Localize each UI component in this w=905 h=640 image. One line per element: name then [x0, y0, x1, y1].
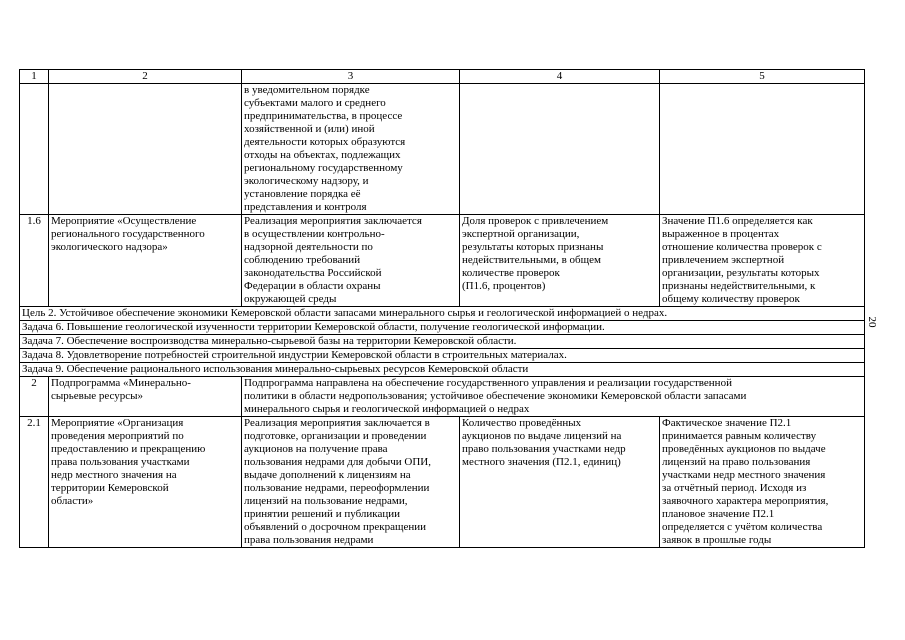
row-2-1-indicator: Количество проведённых аукционов по выдаче лицензий на право пользования участками недр местного значения (П2.1, единиц)	[460, 417, 660, 548]
page-number: 20	[866, 316, 878, 328]
table-row-1-6	[20, 215, 865, 307]
goal-text: Цель 2. Устойчивое обеспечение экономики Кемеровской области запасами минерального сырья и геологической информацией о недрах.	[20, 307, 865, 321]
row-2-1-description: Реализация мероприятия заключается в подготовке, организации и проведении аукционов на получение права пользования недрами для добычи ОПИ, выдаче дополнений к лицензиям на пользование недрами, переоформлении лицензий на пользование недрами, принятии решений и публикации объявлений о досрочном прекращении права пользования недрами	[242, 417, 460, 548]
row-1-6-name: Мероприятие «Осуществление регионального государственного экологического надзора»	[49, 215, 242, 307]
task-row-9	[20, 363, 865, 377]
row-1-6-num: 1.6	[20, 215, 49, 307]
table-row-2	[20, 377, 865, 417]
task-row-8	[20, 349, 865, 363]
header-col-1: 1	[20, 70, 49, 84]
row-2-1-name: Мероприятие «Организация проведения мероприятий по предоставлению и прекращению права пользования участками недр местного значения на территории Кемеровской области»	[49, 417, 242, 548]
table-row-continuation	[20, 84, 865, 215]
cont-name-cell	[49, 84, 242, 215]
cont-num-cell	[20, 84, 49, 215]
row-1-6-description: Реализация мероприятия заключается в осуществлении контрольно- надзорной деятельности по соблюдению требований законодательства Российской Федерации в области охраны окружающей среды	[242, 215, 460, 307]
task-8-text: Задача 8. Удовлетворение потребностей строительной индустрии Кемеровской области в строительных материалах.	[20, 349, 865, 363]
header-row	[20, 70, 865, 84]
header-col-2: 2	[49, 70, 242, 84]
cont-method-cell	[660, 84, 865, 215]
row-2-1-method: Фактическое значение П2.1 принимается равным количеству проведённых аукционов по выдаче лицензий на право пользования участками недр местного значения за отчётный период. Исходя из заявочного характера мероприятия, плановое значение П2.1 определяется с учётом количества заявок в прошлые годы	[660, 417, 865, 548]
header-col-3: 3	[242, 70, 460, 84]
task-9-text: Задача 9. Обеспечение рационального использования минерально-сырьевых ресурсов Кемеровской области	[20, 363, 865, 377]
task-row-6	[20, 321, 865, 335]
program-table	[19, 69, 865, 548]
row-1-6-indicator: Доля проверок с привлечением экспертной организации, результаты которых признаны недействительными, в общем количестве проверок (П1.6, процентов)	[460, 215, 660, 307]
header-col-5: 5	[660, 70, 865, 84]
cont-indicator-cell	[460, 84, 660, 215]
header-col-4: 4	[460, 70, 660, 84]
task-row-7	[20, 335, 865, 349]
row-2-1-num: 2.1	[20, 417, 49, 548]
row-1-6-method: Значение П1.6 определяется как выраженное в процентах отношение количества проверок с привлечением экспертной организации, результаты которых признаны недействительными, к общему количеству проверок	[660, 215, 865, 307]
row-2-description: Подпрограмма направлена на обеспечение государственного управления и реализации государственной политики в области недропользования; устойчивое обеспечение экономики Кемеровской области запасами минерального сырья и геологической информацией о недрах	[242, 377, 865, 417]
task-7-text: Задача 7. Обеспечение воспроизводства минерально-сырьевой базы на территории Кемеровской области.	[20, 335, 865, 349]
task-6-text: Задача 6. Повышение геологической изученности территории Кемеровской области, получение геологической информации.	[20, 321, 865, 335]
goal-row	[20, 307, 865, 321]
row-2-name: Подпрограмма «Минерально- сырьевые ресурсы»	[49, 377, 242, 417]
cont-description-cell: в уведомительном порядке субъектами малого и среднего предпринимательства, в процессе хозяйственной и (или) иной деятельности которых образуются отходы на объектах, подлежащих региональному государственному экологическому надзору, и установление порядка её представления и контроля	[242, 84, 460, 215]
table-row-2-1	[20, 417, 865, 548]
row-2-num: 2	[20, 377, 49, 417]
